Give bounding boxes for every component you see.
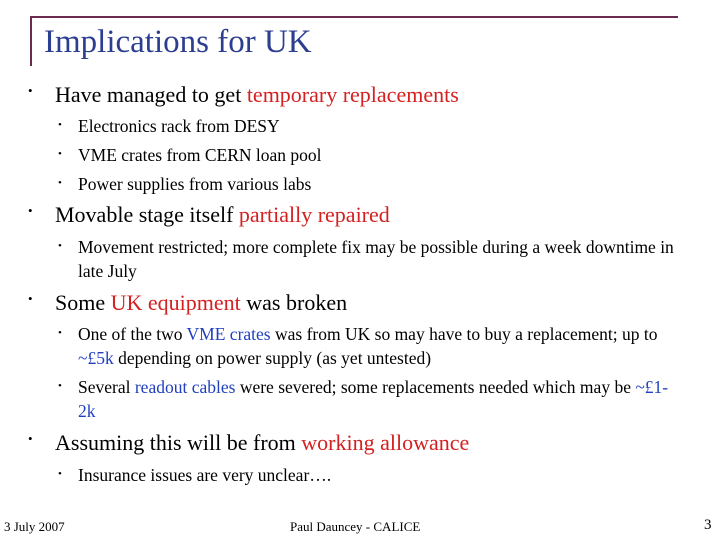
bullet-marker: •	[28, 203, 33, 218]
footer-page-number: 3	[704, 517, 712, 533]
bullet-text: Movable stage itself partially repaired	[55, 202, 390, 227]
slide-title: Implications for UK	[44, 24, 312, 60]
sub-bullet-text: Power supplies from various labs	[78, 174, 312, 194]
sub-bullet-text: Electronics rack from DESY	[78, 116, 280, 136]
frame-left-line	[30, 16, 32, 66]
bullet-text: Assuming this will be from working allowance	[55, 430, 470, 455]
sub-bullet-marker: •	[58, 380, 62, 392]
sub-bullet-marker: •	[58, 119, 62, 131]
frame-top-line	[30, 16, 678, 18]
footer-author: Paul Dauncey - CALICE	[290, 519, 421, 534]
sub-bullet-marker: •	[58, 240, 62, 252]
bullet-marker: •	[28, 291, 33, 306]
sub-bullet-marker: •	[58, 468, 62, 480]
bullet-marker: •	[28, 83, 33, 98]
sub-bullet-marker: •	[58, 148, 62, 160]
sub-bullet-text: One of the two VME crates was from UK so may have to buy a replacement; up to ~£5k depending on power supply (as yet untested)	[78, 324, 658, 368]
sub-bullet-text: VME crates from CERN loan pool	[78, 145, 322, 165]
sub-bullet-text: Insurance issues are very unclear….	[78, 465, 332, 485]
footer-date: 3 July 2007	[4, 519, 65, 534]
sub-bullet-marker: •	[58, 177, 62, 189]
sub-bullet-text: Several readout cables were severed; some replacements needed which may be ~£1-2k	[78, 377, 669, 421]
bullet-text: Some UK equipment was broken	[55, 290, 348, 315]
bullet-marker: •	[28, 431, 33, 446]
sub-bullet-text: Movement restricted; more complete fix may be possible during a week downtime in late July	[78, 237, 674, 281]
sub-bullet-marker: •	[58, 327, 62, 339]
bullet-text: Have managed to get temporary replacements	[55, 82, 459, 107]
